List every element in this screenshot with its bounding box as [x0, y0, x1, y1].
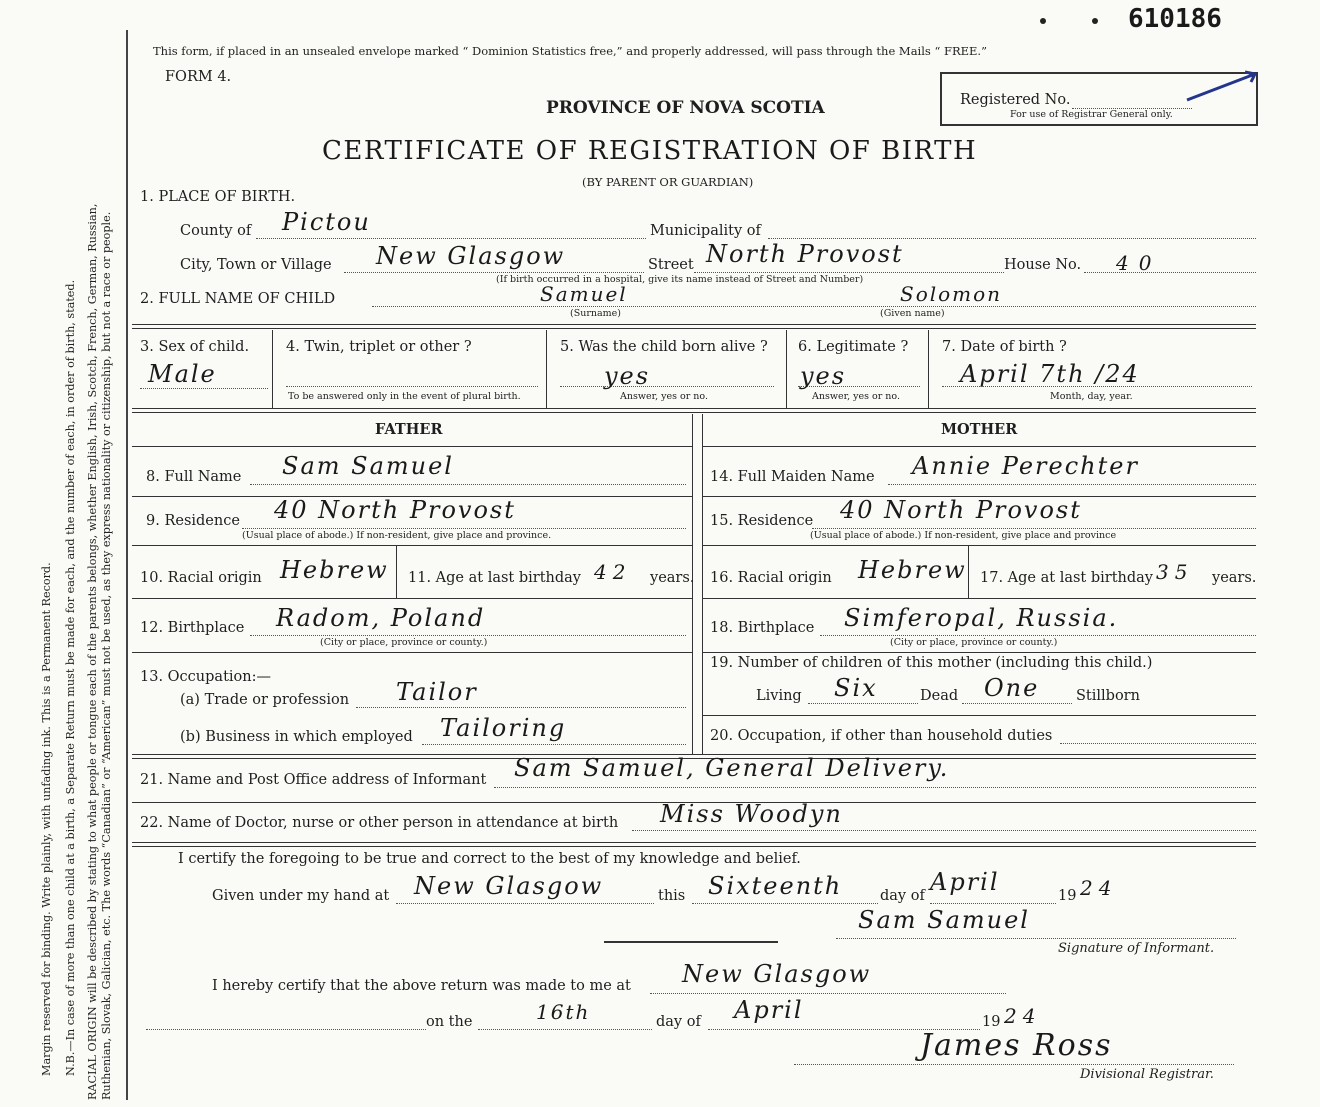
- father-birthplace-label: 12. Birthplace: [140, 620, 245, 636]
- mother-res-label: 15. Residence: [710, 513, 814, 529]
- father-birthplace-note: (City or place, province or county.): [320, 637, 488, 648]
- father-name-label: 8. Full Name: [146, 469, 242, 485]
- trade-label: (a) Trade or profession: [180, 692, 350, 708]
- legit-note: Answer, yes or no.: [812, 391, 901, 402]
- mother-name-label: 14. Full Maiden Name: [710, 469, 875, 485]
- given-place: New Glasgow: [414, 872, 604, 900]
- reg-year: 24: [1004, 1004, 1042, 1028]
- sex-value: Male: [148, 360, 217, 388]
- dead-value: One: [984, 674, 1040, 702]
- twin-line: [286, 386, 538, 387]
- reg-day-line: [478, 1029, 652, 1030]
- day-line: [692, 903, 878, 904]
- dob-value: April 7th /24: [960, 360, 1140, 388]
- dob-label: 7. Date of birth ?: [942, 339, 1067, 355]
- twin-note: To be answered only in the event of plural birth.: [288, 391, 521, 402]
- divider: [546, 330, 547, 408]
- year-prefix: 19: [1058, 888, 1077, 904]
- living-label: Living: [756, 688, 802, 704]
- municipality-line: [768, 238, 1256, 239]
- rule: [132, 408, 1256, 409]
- father-name-line: [250, 484, 686, 485]
- reg-year-prefix: 19: [982, 1014, 1001, 1030]
- rule: [132, 328, 1256, 329]
- this-label: this: [658, 888, 686, 904]
- divider: [396, 546, 397, 598]
- reg-month: April: [734, 996, 804, 1024]
- dob-line: [942, 386, 1252, 387]
- alive-line: [560, 386, 774, 387]
- trade-line: [356, 707, 686, 708]
- place-heading: 1. PLACE OF BIRTH.: [140, 189, 296, 205]
- ink-dot: [1040, 18, 1046, 24]
- reg-day-of-label: day of: [656, 1014, 701, 1030]
- mother-birthplace-note: (City or place, province or county.): [890, 637, 1058, 648]
- twin-label: 4. Twin, triplet or other ?: [286, 339, 472, 355]
- street-label: Street: [648, 257, 694, 273]
- municipality-label: Municipality of: [650, 223, 761, 239]
- sex-line: [140, 388, 268, 389]
- mother-birthplace: Simferopal, Russia.: [844, 604, 1119, 632]
- legit-value: yes: [800, 362, 847, 390]
- mother-name: Annie Perechter: [912, 452, 1139, 480]
- city-label: City, Town or Village: [180, 257, 332, 273]
- province: PROVINCE OF NOVA SCOTIA: [546, 98, 825, 118]
- divider: [968, 546, 969, 598]
- occupation-label: 13. Occupation:—: [140, 669, 271, 685]
- rule: [702, 598, 1256, 599]
- mother-birthplace-line: [820, 635, 1256, 636]
- child-name-line: [372, 306, 1256, 307]
- child-name-label: 2. FULL NAME OF CHILD: [140, 291, 336, 307]
- children-label: 19. Number of children of this mother (including this child.): [710, 655, 1153, 671]
- mother-res-note: (Usual place of abode.) If non-resident, give place and province: [810, 530, 1117, 541]
- hospital-note: (If birth occurred in a hospital, give its name instead of Street and Number): [496, 274, 864, 285]
- rule: [702, 715, 1256, 716]
- mother-occupation-line: [1060, 743, 1256, 744]
- side-note-2: N.B.—In case of more than one child at a birth, a Separate Return must be made for each, and the number of each, in order of birth, stated.: [64, 279, 77, 1076]
- alive-value: yes: [604, 362, 651, 390]
- divider: [786, 330, 787, 408]
- house-value: 40: [1116, 251, 1162, 275]
- father-years: years.: [650, 570, 695, 586]
- mother-heading: MOTHER: [941, 421, 1018, 438]
- informant-label: 21. Name and Post Office address of Informant: [140, 772, 487, 788]
- father-res-line: [242, 528, 686, 529]
- rule: [604, 941, 778, 943]
- divider: [928, 330, 929, 408]
- house-line: [1084, 272, 1256, 273]
- surname-caption: (Surname): [570, 308, 621, 319]
- living-line: [808, 703, 918, 704]
- serial-number: 610186: [1128, 4, 1222, 34]
- rule: [702, 446, 1256, 447]
- alive-note: Answer, yes or no.: [620, 391, 709, 402]
- registrar-signature-line: [794, 1064, 1234, 1065]
- registrar-signature-label: Divisional Registrar.: [1080, 1067, 1214, 1082]
- mother-age-label: 17. Age at last birthday: [980, 570, 1153, 586]
- dob-note: Month, day, year.: [1050, 391, 1133, 402]
- registrar-place-line: [650, 993, 1006, 994]
- doctor-value: Miss Woodyn: [660, 800, 843, 828]
- day-value: Sixteenth: [708, 872, 843, 900]
- rule: [132, 842, 1256, 843]
- dead-label: Dead: [920, 688, 959, 704]
- rule: [702, 652, 1256, 653]
- father-race-label: 10. Racial origin: [140, 570, 262, 586]
- mother-res-line: [812, 528, 1256, 529]
- registrar-use-note: For use of Registrar General only.: [1010, 109, 1173, 120]
- father-age: 42: [594, 560, 632, 584]
- rule: [132, 652, 692, 653]
- business-label: (b) Business in which employed: [180, 729, 413, 745]
- dead-line: [962, 703, 1072, 704]
- father-name: Sam Samuel: [282, 452, 454, 480]
- mother-race-label: 16. Racial origin: [710, 570, 832, 586]
- registrar-statement: I hereby certify that the above return was made to me at: [212, 978, 631, 994]
- mother-residence: 40 North Provost: [840, 496, 1082, 524]
- page-title: CERTIFICATE OF REGISTRATION OF BIRTH: [322, 136, 978, 166]
- mother-years: years.: [1212, 570, 1257, 586]
- month-line: [930, 903, 1056, 904]
- city-line: [344, 272, 644, 273]
- given-label: Given under my hand at: [212, 888, 390, 904]
- rule: [132, 446, 692, 447]
- county-value: Pictou: [282, 208, 371, 236]
- year-value: 24: [1080, 876, 1118, 900]
- child-surname: Samuel: [540, 282, 628, 306]
- trade-value: Tailor: [396, 678, 478, 706]
- legit-line: [798, 386, 920, 387]
- check-mark-icon: [1185, 70, 1260, 105]
- street-line: [694, 272, 1004, 273]
- mother-occupation-label: 20. Occupation, if other than household duties: [710, 728, 1053, 744]
- form-number: FORM 4.: [165, 69, 232, 85]
- father-res-note: (Usual place of abode.) If non-resident, give place and province.: [242, 530, 552, 541]
- business-value: Tailoring: [440, 714, 567, 742]
- reg-day: 16th: [536, 1000, 591, 1024]
- legit-label: 6. Legitimate ?: [798, 339, 909, 355]
- rule: [132, 324, 1256, 325]
- certify-statement: I certify the foregoing to be true and correct to the best of my knowledge and belief.: [178, 851, 801, 867]
- divider: [272, 330, 273, 408]
- alive-label: 5. Was the child born alive ?: [560, 339, 768, 355]
- father-birthplace-line: [250, 635, 686, 636]
- father-res-label: 9. Residence: [146, 513, 240, 529]
- signature-line: [836, 938, 1236, 939]
- stillborn-label: Stillborn: [1076, 688, 1140, 704]
- informant-signature-label: Signature of Informant.: [1058, 941, 1215, 956]
- rule: [132, 545, 692, 546]
- mail-notice: This form, if placed in an unsealed envelope marked “ Dominion Statistics free,” and properly addressed, will pass through the Mails “ FREE.”: [153, 44, 987, 58]
- sex-label: 3. Sex of child.: [140, 339, 250, 355]
- given-place-line: [396, 903, 654, 904]
- father-age-label: 11. Age at last birthday: [408, 570, 581, 586]
- registrar-blank-line: [146, 1029, 426, 1030]
- rule: [132, 846, 1256, 847]
- father-residence: 40 North Provost: [274, 496, 516, 524]
- mother-birthplace-label: 18. Birthplace: [710, 620, 815, 636]
- house-label: House No.: [1004, 257, 1082, 273]
- doctor-label: 22. Name of Doctor, nurse or other person in attendance at birth: [140, 815, 619, 831]
- divider: [702, 414, 703, 754]
- side-note-4: Ruthenian, Slovak, Galician, etc. The words “Canadian” or “American” must not be used, as they express nationality or citizenship, but not a race or people.: [100, 211, 113, 1100]
- page-subtitle: (BY PARENT OR GUARDIAN): [582, 175, 754, 189]
- registrar-place: New Glasgow: [682, 960, 872, 988]
- child-given-name: Solomon: [900, 282, 1003, 306]
- given-name-caption: (Given name): [880, 308, 945, 319]
- rule: [702, 545, 1256, 546]
- doctor-line: [632, 830, 1256, 831]
- informant-line: [494, 787, 1256, 788]
- city-value: New Glasgow: [376, 242, 566, 270]
- mother-age: 35: [1156, 560, 1194, 584]
- binding-margin-line: [126, 30, 128, 1100]
- side-note-3: RACIAL ORIGIN will be described by stating to what people or tongue each of the parents belongs, whether English, Irish, Scotch, French, German, Russian,: [86, 203, 99, 1100]
- county-label: County of: [180, 223, 252, 239]
- registered-label: Registered No.: [960, 92, 1071, 108]
- business-line: [422, 744, 686, 745]
- on-the-label: on the: [426, 1014, 473, 1030]
- county-line: [256, 238, 646, 239]
- month-value: April: [930, 868, 1000, 896]
- rule: [132, 412, 1256, 413]
- street-value: North Provost: [706, 240, 904, 268]
- side-note-1: Margin reserved for binding. Write plainly, with unfading ink. This is a Permanent Record.: [40, 562, 53, 1076]
- living-value: Six: [834, 674, 878, 702]
- father-birthplace: Radom, Poland: [276, 604, 486, 632]
- father-race: Hebrew: [280, 556, 389, 584]
- ink-dot: [1092, 18, 1098, 24]
- father-heading: FATHER: [375, 421, 443, 438]
- day-of-label: day of: [880, 888, 925, 904]
- rule: [132, 598, 692, 599]
- informant-signature: Sam Samuel: [858, 906, 1030, 934]
- mother-name-line: [888, 484, 1256, 485]
- mother-race: Hebrew: [858, 556, 967, 584]
- registrar-signature: James Ross: [920, 1028, 1113, 1063]
- informant-value: Sam Samuel, General Delivery.: [514, 754, 950, 782]
